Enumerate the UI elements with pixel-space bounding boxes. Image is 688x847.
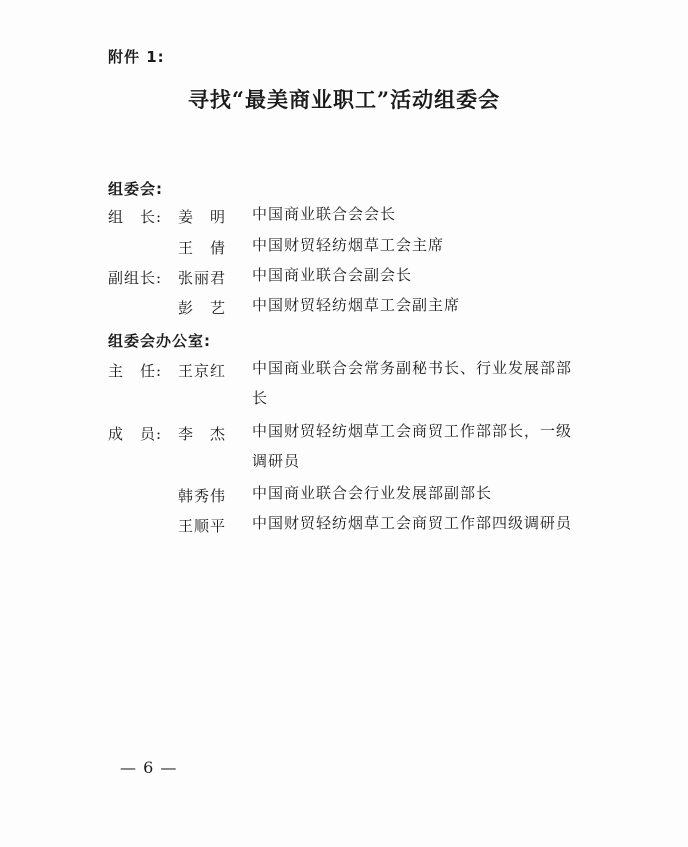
member-duty: 中国商业联合会会长: [252, 205, 397, 223]
member-name: 李 杰: [178, 425, 227, 443]
member-role: 成 员:: [108, 425, 163, 443]
member-name: 王京红: [178, 362, 227, 380]
member-name: 韩秀伟: [178, 487, 227, 505]
attachment-label: 附件 1:: [108, 48, 165, 66]
member-name: 姜 明: [178, 208, 227, 226]
member-duty: 中国商业联合会常务副秘书长、行业发展部部长: [252, 359, 573, 407]
member-duty: 中国财贸轻纺烟草工会商贸工作部部长，一级调研员: [252, 422, 573, 470]
page-number: — 6 —: [120, 758, 178, 777]
member-name: 王 倩: [178, 239, 227, 257]
office-member-row: [108, 422, 578, 470]
member-name: 张丽君: [178, 269, 227, 287]
member-role: 主 任:: [108, 362, 163, 380]
member-duty: 中国商业联合会行业发展部副部长: [252, 484, 493, 502]
document-title: 寻找“最美商业职工”活动组委会: [187, 87, 501, 112]
member-name: 彭 艺: [178, 299, 227, 317]
office-member-row: [108, 359, 578, 407]
office-member-row: [108, 515, 578, 545]
member-role: 副组长:: [108, 269, 163, 287]
member-duty: 中国财贸轻纺烟草工会副主席: [252, 296, 461, 314]
member-name: 王顺平: [178, 517, 227, 535]
member-duty: 中国财贸轻纺烟草工会商贸工作部四级调研员: [252, 514, 573, 532]
committee-member-row: [108, 297, 578, 327]
committee-heading: 组委会:: [108, 180, 163, 198]
member-role: 组 长:: [108, 208, 163, 226]
office-heading: 组委会办公室:: [108, 332, 211, 350]
member-duty: 中国财贸轻纺烟草工会主席: [252, 236, 445, 254]
member-duty: 中国商业联合会副会长: [252, 266, 413, 284]
